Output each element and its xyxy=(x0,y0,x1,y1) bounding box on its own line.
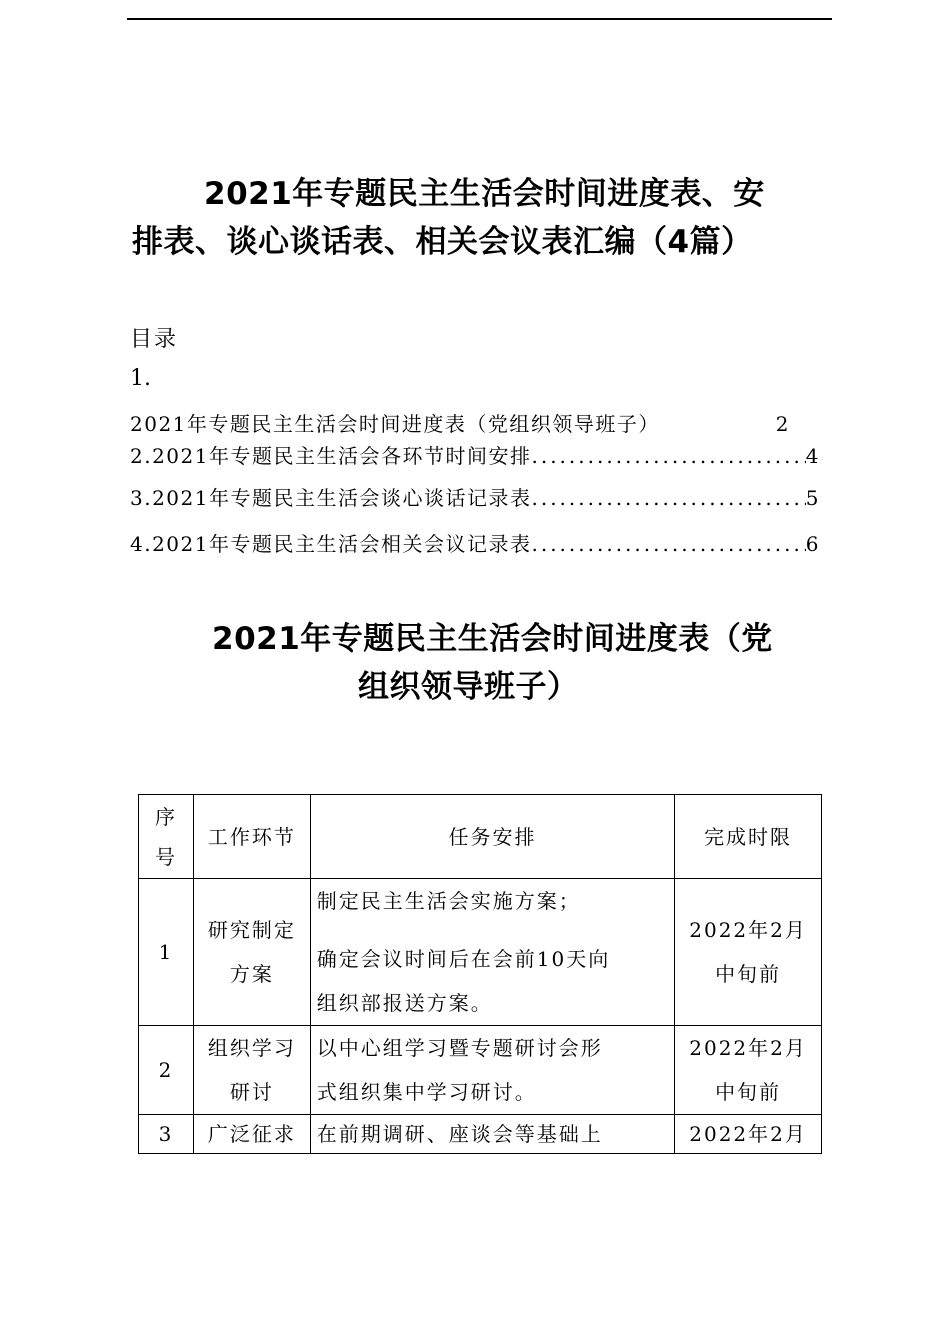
row-task xyxy=(310,1026,674,1115)
toc-item-page: 2 xyxy=(775,412,790,436)
row-deadline-line2: 中旬前 xyxy=(715,1080,782,1104)
row-task-line1: 制定民主生活会实施方案； xyxy=(316,889,581,913)
row-deadline-line1: 2022年2月 xyxy=(689,1036,807,1060)
toc-item-label: 2021年专题民主生活会时间进度表（党组织领导班子） xyxy=(130,412,660,436)
document-title xyxy=(132,170,822,266)
row-no: 3 xyxy=(139,1115,194,1154)
row-stage-line1: 组织学习 xyxy=(207,1036,296,1060)
row-task-line1: 以中心组学习暨专题研讨会形 xyxy=(316,1036,603,1060)
table-row xyxy=(139,879,822,1026)
header-no-part2: 号 xyxy=(154,844,177,869)
table-header-row xyxy=(139,795,822,879)
header-no-part1: 序 xyxy=(154,804,177,829)
header-cell-no xyxy=(139,795,194,879)
toc-item-1[interactable] xyxy=(130,408,790,437)
section-title xyxy=(132,615,822,711)
toc-dot-leader xyxy=(531,444,805,468)
toc-item-4[interactable] xyxy=(130,528,820,557)
schedule-table xyxy=(138,794,822,1154)
row-no: 1 xyxy=(139,879,194,1026)
toc-item-page: 6 xyxy=(805,532,820,556)
row-stage xyxy=(193,1026,310,1115)
toc-item-label: 2.2021年专题民主生活会各环节时间安排 xyxy=(130,444,532,468)
toc-dot-leader xyxy=(531,486,805,510)
row-stage-line2: 方案 xyxy=(229,962,274,986)
row-stage xyxy=(193,879,310,1026)
toc-item-1-number: 1. xyxy=(130,366,151,391)
row-task-line2: 确定会议时间后在会前10天向 xyxy=(316,947,611,971)
row-deadline-line2: 中旬前 xyxy=(715,962,782,986)
row-deadline-line1: 2022年2月 xyxy=(689,918,807,942)
toc-item-page: 5 xyxy=(805,486,820,510)
row-task-line2: 式组织集中学习研讨。 xyxy=(316,1080,537,1104)
row-stage-line1: 研究制定 xyxy=(207,918,296,942)
document-title-line1: 2021年专题民主生活会时间进度表、安 xyxy=(204,176,765,212)
toc-dot-leader xyxy=(531,532,805,556)
table-row xyxy=(139,1026,822,1115)
header-cell-task: 任务安排 xyxy=(310,795,674,879)
toc-item-3[interactable] xyxy=(130,482,820,511)
row-deadline xyxy=(675,1026,822,1115)
header-cell-deadline: 完成时限 xyxy=(675,795,822,879)
row-deadline: 2022年2月 xyxy=(675,1115,822,1154)
row-no: 2 xyxy=(139,1026,194,1115)
row-task: 在前期调研、座谈会等基础上 xyxy=(310,1115,674,1154)
row-task xyxy=(310,879,674,1026)
row-stage-line2: 研讨 xyxy=(229,1080,274,1104)
toc-item-label: 3.2021年专题民主生活会谈心谈话记录表 xyxy=(130,486,532,510)
toc-item-page: 4 xyxy=(805,444,820,468)
table-row xyxy=(139,1115,822,1154)
section-title-line2: 组织领导班子） xyxy=(358,669,579,705)
row-stage: 广泛征求 xyxy=(193,1115,310,1154)
toc-item-label: 4.2021年专题民主生活会相关会议记录表 xyxy=(130,532,532,556)
document-title-line2: 排表、谈心谈话表、相关会议表汇编（4篇） xyxy=(132,224,753,260)
toc-heading: 目录 xyxy=(130,327,179,352)
section-title-line1: 2021年专题民主生活会时间进度表（党 xyxy=(212,621,773,657)
header-cell-stage: 工作环节 xyxy=(193,795,310,879)
row-task-line3: 组织部报送方案。 xyxy=(316,991,493,1015)
header-rule xyxy=(127,18,832,20)
row-deadline xyxy=(675,879,822,1026)
toc-item-2[interactable] xyxy=(130,440,820,469)
